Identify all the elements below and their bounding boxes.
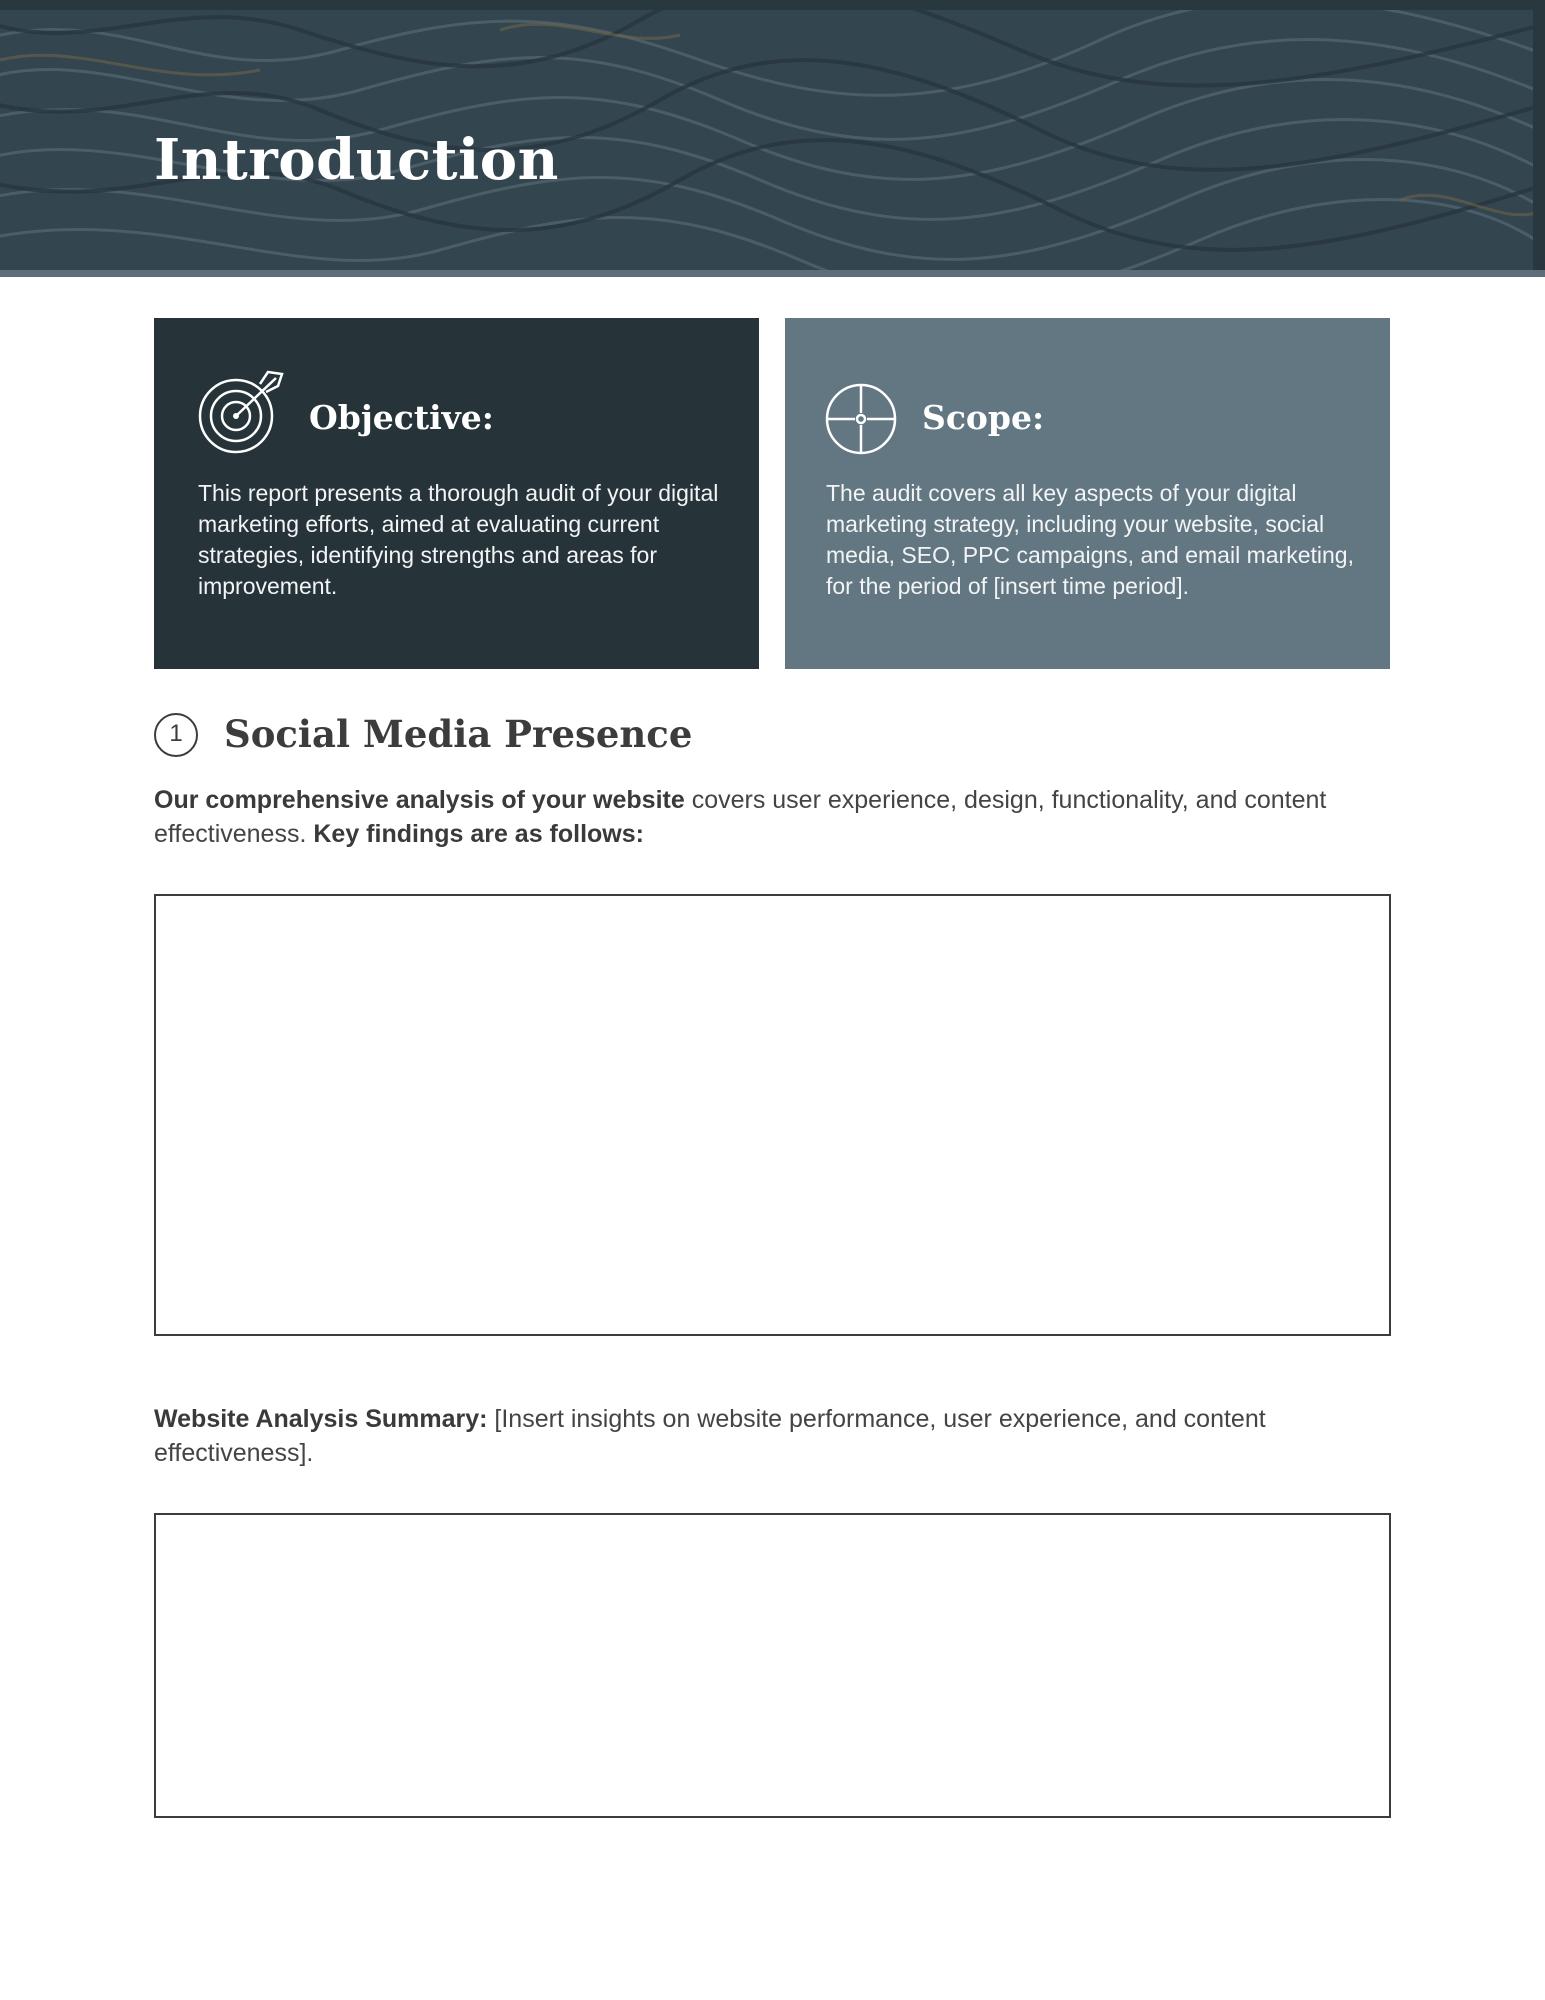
banner-bottom-stripe <box>0 270 1545 277</box>
objective-card <box>154 318 759 669</box>
objective-heading: Objective: <box>309 398 494 437</box>
summary-placeholder-box <box>154 1513 1391 1818</box>
key-findings-label: Key findings are as follows: <box>313 820 644 848</box>
summary-label: Website Analysis Summary: <box>154 1405 488 1433</box>
intro-bold-text: Our comprehensive analysis of your website <box>154 786 685 814</box>
page-title: Introduction <box>154 127 559 193</box>
section-intro-paragraph <box>154 783 1404 851</box>
findings-placeholder-box <box>154 894 1391 1336</box>
crosshair-icon <box>825 383 897 455</box>
section-number-badge: 1 <box>154 713 198 757</box>
section-title: Social Media Presence <box>224 712 693 756</box>
header-banner <box>0 0 1545 277</box>
scope-heading: Scope: <box>922 398 1045 437</box>
target-arrow-icon <box>198 370 290 456</box>
summary-paragraph <box>154 1402 1404 1470</box>
objective-text: This report presents a thorough audit of your digital marketing efforts, aimed at evaluating current strategies, identifying strengths and areas for improvement. <box>198 480 719 599</box>
summary-text: [Insert insights on website performance, user experience, and content effectiveness]. <box>154 1405 1266 1467</box>
scope-card <box>785 318 1390 669</box>
intro-text: covers user experience, design, functionality, and content effectiveness. <box>154 786 1327 848</box>
scope-text: The audit covers all key aspects of your digital marketing strategy, including your website, social media, SEO, PPC campaigns, and email marketing, for the period of [insert time period]. <box>826 480 1354 599</box>
